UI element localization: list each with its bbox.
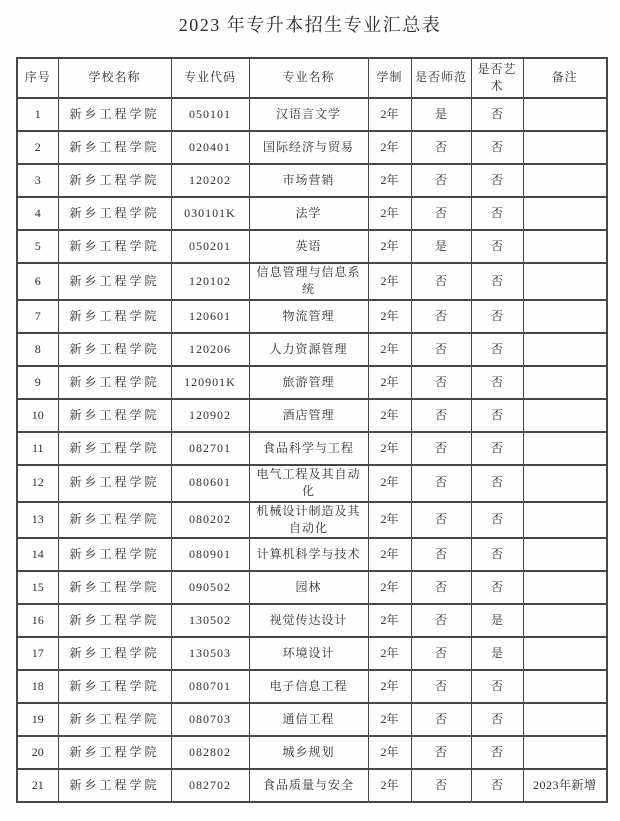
cell-duration: 2年 (368, 98, 411, 131)
cell-normal: 否 (411, 502, 471, 539)
cell-major: 酒店管理 (249, 399, 368, 432)
page-title: 2023 年专升本招生专业汇总表 (178, 15, 442, 35)
table-row (17, 736, 607, 769)
cell-no: 19 (17, 703, 58, 736)
header-row (17, 58, 607, 98)
table-row (17, 703, 607, 736)
cell-code: 080601 (171, 465, 249, 502)
table-row (17, 465, 607, 502)
cell-school: 新乡工程学院 (58, 131, 171, 164)
cell-normal: 否 (411, 703, 471, 736)
cell-no: 7 (17, 300, 58, 333)
cell-code: 130502 (171, 604, 249, 637)
cell-no: 1 (17, 98, 58, 131)
cell-major: 食品质量与安全 (249, 769, 368, 802)
cell-remark (523, 604, 607, 637)
cell-normal: 是 (411, 98, 471, 131)
cell-duration: 2年 (368, 263, 411, 300)
cell-remark: 2023年新增 (523, 769, 607, 802)
cell-no: 17 (17, 637, 58, 670)
table-header (17, 58, 607, 98)
cell-art: 否 (471, 670, 523, 703)
cell-normal: 否 (411, 300, 471, 333)
cell-duration: 2年 (368, 465, 411, 502)
cell-remark (523, 197, 607, 230)
column-header-duration: 学制 (368, 58, 411, 98)
cell-art: 否 (471, 300, 523, 333)
cell-school: 新乡工程学院 (58, 637, 171, 670)
cell-normal: 否 (411, 366, 471, 399)
cell-duration: 2年 (368, 670, 411, 703)
cell-normal: 否 (411, 197, 471, 230)
cell-duration: 2年 (368, 366, 411, 399)
cell-duration: 2年 (368, 230, 411, 263)
cell-art: 否 (471, 164, 523, 197)
cell-normal: 否 (411, 769, 471, 802)
cell-duration: 2年 (368, 703, 411, 736)
cell-major: 法学 (249, 197, 368, 230)
cell-remark (523, 131, 607, 164)
cell-code: 080202 (171, 502, 249, 539)
cell-art: 否 (471, 98, 523, 131)
cell-remark (523, 98, 607, 131)
cell-no: 21 (17, 769, 58, 802)
cell-duration: 2年 (368, 432, 411, 465)
cell-remark (523, 164, 607, 197)
table-row (17, 263, 607, 300)
cell-school: 新乡工程学院 (58, 670, 171, 703)
cell-art: 否 (471, 769, 523, 802)
cell-code: 120902 (171, 399, 249, 432)
cell-art: 是 (471, 604, 523, 637)
cell-no: 18 (17, 670, 58, 703)
cell-code: 080701 (171, 670, 249, 703)
cell-code: 030101K (171, 197, 249, 230)
cell-code: 120901K (171, 366, 249, 399)
cell-school: 新乡工程学院 (58, 604, 171, 637)
table-row (17, 366, 607, 399)
cell-school: 新乡工程学院 (58, 164, 171, 197)
cell-major: 信息管理与信息系统 (249, 263, 368, 300)
table-row (17, 98, 607, 131)
cell-code: 050201 (171, 230, 249, 263)
cell-remark (523, 465, 607, 502)
cell-no: 10 (17, 399, 58, 432)
cell-art: 否 (471, 399, 523, 432)
column-header-remark: 备注 (523, 58, 607, 98)
cell-art: 否 (471, 736, 523, 769)
cell-code: 120202 (171, 164, 249, 197)
cell-major: 食品科学与工程 (249, 432, 368, 465)
cell-major: 电子信息工程 (249, 670, 368, 703)
table-row (17, 769, 607, 802)
cell-remark (523, 736, 607, 769)
column-header-normal: 是否师范 (411, 58, 471, 98)
cell-art: 否 (471, 230, 523, 263)
cell-art: 否 (471, 263, 523, 300)
cell-remark (523, 502, 607, 539)
table-row (17, 230, 607, 263)
table-row (17, 333, 607, 366)
cell-duration: 2年 (368, 164, 411, 197)
cell-normal: 否 (411, 571, 471, 604)
cell-remark (523, 333, 607, 366)
cell-school: 新乡工程学院 (58, 399, 171, 432)
cell-no: 9 (17, 366, 58, 399)
table-row (17, 538, 607, 571)
cell-school: 新乡工程学院 (58, 571, 171, 604)
cell-major: 视觉传达设计 (249, 604, 368, 637)
cell-remark (523, 571, 607, 604)
cell-school: 新乡工程学院 (58, 538, 171, 571)
cell-art: 否 (471, 432, 523, 465)
cell-code: 080901 (171, 538, 249, 571)
cell-normal: 否 (411, 670, 471, 703)
cell-remark (523, 538, 607, 571)
cell-no: 4 (17, 197, 58, 230)
cell-normal: 否 (411, 164, 471, 197)
cell-no: 16 (17, 604, 58, 637)
cell-school: 新乡工程学院 (58, 98, 171, 131)
summary-table (16, 57, 608, 803)
cell-art: 否 (471, 465, 523, 502)
cell-major: 环境设计 (249, 637, 368, 670)
cell-major: 汉语言文学 (249, 98, 368, 131)
cell-art: 是 (471, 637, 523, 670)
column-header-no: 序号 (17, 58, 58, 98)
cell-no: 8 (17, 333, 58, 366)
table-row (17, 399, 607, 432)
column-header-art: 是否艺术 (471, 58, 523, 98)
cell-major: 英语 (249, 230, 368, 263)
cell-code: 120102 (171, 263, 249, 300)
cell-school: 新乡工程学院 (58, 769, 171, 802)
cell-no: 3 (17, 164, 58, 197)
cell-duration: 2年 (368, 333, 411, 366)
table-row (17, 197, 607, 230)
cell-code: 080703 (171, 703, 249, 736)
cell-major: 旅游管理 (249, 366, 368, 399)
cell-normal: 否 (411, 432, 471, 465)
cell-code: 082701 (171, 432, 249, 465)
cell-major: 物流管理 (249, 300, 368, 333)
cell-normal: 否 (411, 263, 471, 300)
cell-no: 5 (17, 230, 58, 263)
column-header-major: 专业名称 (249, 58, 368, 98)
table-row (17, 670, 607, 703)
table-row (17, 637, 607, 670)
cell-major: 机械设计制造及其自动化 (249, 502, 368, 539)
cell-normal: 否 (411, 637, 471, 670)
cell-duration: 2年 (368, 736, 411, 769)
cell-art: 否 (471, 571, 523, 604)
cell-normal: 否 (411, 131, 471, 164)
cell-code: 020401 (171, 131, 249, 164)
cell-normal: 否 (411, 333, 471, 366)
cell-normal: 否 (411, 736, 471, 769)
cell-remark (523, 703, 607, 736)
cell-school: 新乡工程学院 (58, 703, 171, 736)
cell-code: 120601 (171, 300, 249, 333)
table-body (17, 98, 607, 802)
cell-code: 050101 (171, 98, 249, 131)
cell-school: 新乡工程学院 (58, 197, 171, 230)
cell-code: 130503 (171, 637, 249, 670)
cell-duration: 2年 (368, 637, 411, 670)
cell-major: 城乡规划 (249, 736, 368, 769)
cell-no: 2 (17, 131, 58, 164)
cell-remark (523, 399, 607, 432)
cell-art: 否 (471, 333, 523, 366)
cell-duration: 2年 (368, 399, 411, 432)
cell-no: 15 (17, 571, 58, 604)
table-row (17, 131, 607, 164)
table-row (17, 604, 607, 637)
table-row (17, 300, 607, 333)
cell-school: 新乡工程学院 (58, 465, 171, 502)
cell-major: 电气工程及其自动化 (249, 465, 368, 502)
cell-remark (523, 263, 607, 300)
cell-school: 新乡工程学院 (58, 333, 171, 366)
cell-school: 新乡工程学院 (58, 366, 171, 399)
cell-school: 新乡工程学院 (58, 230, 171, 263)
cell-no: 6 (17, 263, 58, 300)
table-row (17, 164, 607, 197)
cell-major: 通信工程 (249, 703, 368, 736)
cell-remark (523, 300, 607, 333)
cell-duration: 2年 (368, 502, 411, 539)
cell-normal: 否 (411, 399, 471, 432)
cell-remark (523, 432, 607, 465)
cell-no: 14 (17, 538, 58, 571)
cell-normal: 否 (411, 604, 471, 637)
cell-major: 市场营销 (249, 164, 368, 197)
table-row (17, 502, 607, 539)
cell-major: 人力资源管理 (249, 333, 368, 366)
cell-school: 新乡工程学院 (58, 736, 171, 769)
cell-normal: 否 (411, 465, 471, 502)
cell-remark (523, 366, 607, 399)
cell-no: 20 (17, 736, 58, 769)
cell-duration: 2年 (368, 571, 411, 604)
cell-code: 090502 (171, 571, 249, 604)
table-row (17, 432, 607, 465)
cell-no: 13 (17, 502, 58, 539)
column-header-school: 学校名称 (58, 58, 171, 98)
cell-major: 计算机科学与技术 (249, 538, 368, 571)
cell-art: 否 (471, 366, 523, 399)
table-row (17, 571, 607, 604)
cell-no: 11 (17, 432, 58, 465)
cell-school: 新乡工程学院 (58, 502, 171, 539)
cell-school: 新乡工程学院 (58, 300, 171, 333)
cell-normal: 否 (411, 538, 471, 571)
cell-duration: 2年 (368, 197, 411, 230)
cell-code: 082802 (171, 736, 249, 769)
cell-code: 120206 (171, 333, 249, 366)
cell-art: 否 (471, 538, 523, 571)
column-header-code: 专业代码 (171, 58, 249, 98)
cell-major: 国际经济与贸易 (249, 131, 368, 164)
cell-duration: 2年 (368, 769, 411, 802)
cell-normal: 是 (411, 230, 471, 263)
cell-duration: 2年 (368, 538, 411, 571)
cell-art: 否 (471, 502, 523, 539)
cell-duration: 2年 (368, 300, 411, 333)
cell-art: 否 (471, 703, 523, 736)
cell-duration: 2年 (368, 604, 411, 637)
cell-code: 082702 (171, 769, 249, 802)
cell-art: 否 (471, 131, 523, 164)
cell-no: 12 (17, 465, 58, 502)
cell-art: 否 (471, 197, 523, 230)
cell-major: 园林 (249, 571, 368, 604)
cell-school: 新乡工程学院 (58, 432, 171, 465)
cell-remark (523, 637, 607, 670)
cell-remark (523, 670, 607, 703)
cell-duration: 2年 (368, 131, 411, 164)
cell-school: 新乡工程学院 (58, 263, 171, 300)
cell-remark (523, 230, 607, 263)
